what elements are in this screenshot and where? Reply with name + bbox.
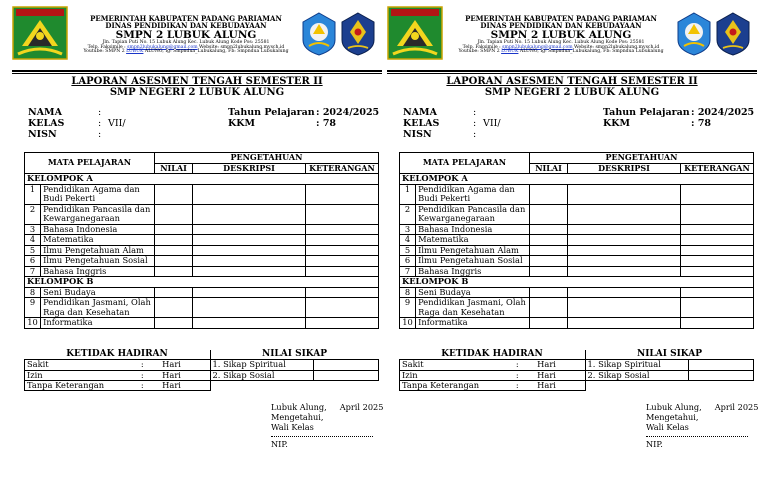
deskripsi-cell[interactable] — [193, 235, 306, 246]
subject-number: 4 — [400, 235, 416, 246]
subject-number: 5 — [400, 245, 416, 256]
subject-name: Ilmu Pengetahuan Alam — [416, 245, 530, 256]
keterangan-header: KETERANGAN — [305, 163, 378, 174]
report-title-line1: LAPORAN ASESMEN TENGAH SEMESTER II — [446, 76, 698, 87]
nama-label: NAMA — [403, 107, 437, 118]
subject-number: 9 — [400, 298, 416, 318]
attendance-label: Sakit — [25, 360, 125, 370]
tut-wuri-handayani-logo-icon — [301, 12, 337, 56]
report-title-line1: LAPORAN ASESMEN TENGAH SEMESTER II — [71, 76, 323, 87]
letterhead-department: DINAS PENDIDIKAN DAN KEBUDAYAAN — [480, 21, 642, 31]
subject-number: 9 — [25, 298, 41, 318]
signature-block — [271, 402, 383, 432]
pengetahuan-header: PENGETAHUAN — [154, 153, 378, 164]
attendance-row — [25, 370, 379, 380]
kkm-value: : 78 — [691, 118, 712, 129]
keterangan-cell[interactable] — [305, 224, 378, 235]
attendance-row — [25, 360, 379, 370]
nilai-cell[interactable] — [529, 204, 567, 224]
keterangan-cell[interactable] — [305, 245, 378, 256]
attendance-attitude-table — [399, 350, 754, 391]
attitude-value — [314, 370, 379, 380]
subject-name: Seni Budaya — [41, 287, 155, 298]
nilai-cell[interactable] — [154, 204, 192, 224]
subject-row — [400, 266, 754, 277]
kelas-label: KELAS — [403, 118, 440, 129]
keterangan-cell[interactable] — [680, 266, 753, 277]
keterangan-cell[interactable] — [680, 235, 753, 246]
subject-name: Bahasa Indonesia — [41, 224, 155, 235]
nilai-cell[interactable] — [154, 224, 192, 235]
keterangan-cell[interactable] — [305, 184, 378, 204]
deskripsi-cell[interactable] — [568, 224, 681, 235]
subject-row — [25, 256, 379, 267]
tahun-label: Tahun Pelajaran — [603, 107, 690, 118]
letterhead — [12, 0, 382, 72]
nilai-cell[interactable] — [154, 266, 192, 277]
letterhead-social: Youtube: SMPN 2 LUBUK ALUNG, Ig: Smpndua_Lubukalung, Fb: Smpndua Lubukalung — [458, 49, 664, 55]
group-b-row — [25, 277, 379, 288]
email-link[interactable]: smpn2lubukalung@gmail.com — [502, 44, 573, 50]
attitude-header: NILAI SIKAP — [585, 350, 753, 360]
report-title — [12, 77, 382, 98]
nilai-cell[interactable] — [529, 266, 567, 277]
subject-row — [400, 184, 754, 204]
subject-name: Ilmu Pengetahuan Alam — [41, 245, 155, 256]
letterhead-contact: Telp. Faksimile : smpn2lubukalung@gmail.com Website: smpn2lubukalung.mysch.id — [87, 44, 285, 50]
attitude-item: 1. Sikap Spiritual — [210, 360, 314, 370]
subject-name: Matematika — [416, 235, 530, 246]
keterangan-cell[interactable] — [680, 204, 753, 224]
keterangan-cell[interactable] — [680, 318, 753, 329]
keterangan-cell[interactable] — [305, 256, 378, 267]
attendance-label: Izin — [25, 370, 125, 380]
grades-header-row — [25, 153, 379, 164]
group-a-row-label: KELOMPOK A — [400, 174, 754, 185]
deskripsi-cell[interactable] — [193, 266, 306, 277]
keterangan-cell[interactable] — [305, 287, 378, 298]
subject-number: 4 — [25, 235, 41, 246]
subject-row — [25, 318, 379, 329]
subject-number: 10 — [25, 318, 41, 329]
group-b-row-label: KELOMPOK B — [25, 277, 379, 288]
attendance-colon: : — [499, 370, 535, 380]
subject-name: Seni Budaya — [416, 287, 530, 298]
deskripsi-header: DESKRIPSI — [568, 163, 681, 174]
signature-acknowledged: Mengetahui, — [646, 412, 699, 422]
kelas-value: VII/ — [483, 118, 501, 129]
deskripsi-cell[interactable] — [193, 204, 306, 224]
attendance-colon: : — [124, 360, 160, 370]
deskripsi-cell[interactable] — [568, 245, 681, 256]
signature-acknowledged: Mengetahui, — [271, 412, 324, 422]
subject-number: 7 — [25, 266, 41, 277]
kkm-label: KKM — [228, 118, 256, 129]
report-title-line2: SMP NEGERI 2 LUBUK ALUNG — [484, 86, 660, 98]
subject-number: 2 — [25, 204, 41, 224]
signature-role: Wali Kelas — [271, 422, 314, 432]
keterangan-cell[interactable] — [305, 204, 378, 224]
subject-row — [25, 184, 379, 204]
deskripsi-cell[interactable] — [193, 298, 306, 318]
subject-row — [400, 318, 754, 329]
letterhead-department: DINAS PENDIDIKAN DAN KEBUDAYAAN — [105, 21, 267, 31]
subject-name: Bahasa Inggris — [416, 266, 530, 277]
kelas-colon: : — [473, 118, 477, 129]
nilai-header: NILAI — [529, 163, 567, 174]
subject-row — [400, 224, 754, 235]
subject-row — [25, 287, 379, 298]
kkm-label: KKM — [603, 118, 631, 129]
tahun-label: Tahun Pelajaran — [228, 107, 315, 118]
subject-number: 3 — [25, 224, 41, 235]
subject-number: 7 — [400, 266, 416, 277]
letterhead-address: Jln. Tapian Puti No. 15 Lubuk Alung Kec. Lubuk Alung Kode Pos: 25581 — [102, 39, 270, 45]
deskripsi-cell[interactable] — [193, 318, 306, 329]
social-link[interactable]: LUBUK — [126, 49, 144, 55]
signature-block — [646, 402, 758, 432]
kelas-label: KELAS — [28, 118, 65, 129]
group-a-row — [400, 174, 754, 185]
subject-number: 5 — [25, 245, 41, 256]
nilai-cell[interactable] — [529, 287, 567, 298]
subject-number: 1 — [400, 184, 416, 204]
report-title-line2: SMP NEGERI 2 LUBUK ALUNG — [109, 86, 285, 98]
group-a-row — [25, 174, 379, 185]
nilai-header: NILAI — [154, 163, 192, 174]
tahun-value: : 2024/2025 — [316, 107, 380, 118]
deskripsi-cell[interactable] — [568, 266, 681, 277]
nilai-cell[interactable] — [529, 256, 567, 267]
nilai-cell[interactable] — [529, 298, 567, 318]
deskripsi-cell[interactable] — [193, 256, 306, 267]
nisn-colon: : — [98, 129, 102, 140]
keterangan-cell[interactable] — [680, 287, 753, 298]
letterhead-government: PEMERINTAH KABUPATEN PADANG PARIAMAN — [465, 14, 657, 23]
subject-row — [400, 298, 754, 318]
signature-date: Lubuk Alung, April 2025 — [646, 402, 759, 412]
subject-row — [25, 204, 379, 224]
subject-name: Ilmu Pengetahuan Sosial — [41, 256, 155, 267]
nilai-cell[interactable] — [529, 184, 567, 204]
kkm-value: : 78 — [316, 118, 337, 129]
nilai-cell[interactable] — [154, 256, 192, 267]
attendance-colon: : — [499, 380, 535, 390]
deskripsi-cell[interactable] — [568, 204, 681, 224]
subject-name: Matematika — [41, 235, 155, 246]
nilai-cell[interactable] — [154, 287, 192, 298]
attendance-colon: : — [124, 370, 160, 380]
mapel-header: MATA PELAJARAN — [25, 153, 155, 174]
keterangan-cell[interactable] — [680, 224, 753, 235]
nilai-cell[interactable] — [154, 298, 192, 318]
kelas-value: VII/ — [108, 118, 126, 129]
subject-name: Informatika — [416, 318, 530, 329]
student-identity — [12, 107, 382, 143]
nilai-cell[interactable] — [529, 245, 567, 256]
attendance-unit: Hari — [535, 380, 585, 390]
keterangan-cell[interactable] — [680, 184, 753, 204]
grades-header-row — [400, 153, 754, 164]
student-identity — [387, 107, 757, 143]
attendance-label: Izin — [400, 370, 500, 380]
grades-table — [24, 152, 379, 329]
subject-number: 10 — [400, 318, 416, 329]
nilai-cell[interactable] — [154, 184, 192, 204]
letterhead-contact: Telp. Faksimile : smpn2lubukalung@gmail.com Website: smpn2lubukalung.mysch.id — [462, 44, 660, 50]
letterhead-government: PEMERINTAH KABUPATEN PADANG PARIAMAN — [90, 14, 282, 23]
pengetahuan-header: PENGETAHUAN — [529, 153, 753, 164]
deskripsi-cell[interactable] — [193, 287, 306, 298]
email-link[interactable]: smpn2lubukalung@gmail.com — [127, 44, 198, 50]
letterhead — [387, 0, 757, 72]
deskripsi-cell[interactable] — [568, 256, 681, 267]
signature-nip: NIP. — [646, 436, 748, 449]
subject-number: 3 — [400, 224, 416, 235]
deskripsi-cell[interactable] — [568, 235, 681, 246]
letterhead-address: Jln. Tapian Puti No. 15 Lubuk Alung Kec. Lubuk Alung Kode Pos: 25581 — [477, 39, 645, 45]
attendance-row — [400, 380, 754, 390]
subject-row — [400, 245, 754, 256]
deskripsi-header: DESKRIPSI — [193, 163, 306, 174]
subject-number: 6 — [25, 256, 41, 267]
attitude-item: 2. Sikap Sosial — [585, 370, 689, 380]
signature-role: Wali Kelas — [646, 422, 689, 432]
subject-row — [400, 256, 754, 267]
subject-row — [400, 235, 754, 246]
letterhead-rule — [12, 70, 382, 74]
letterhead-social: Youtube: SMPN 2 LUBUK ALUNG, Ig: Smpndua_Lubukalung, Fb: Smpndua Lubukalung — [83, 49, 289, 55]
subject-row — [25, 266, 379, 277]
report-title — [387, 77, 757, 98]
attendance-row — [400, 370, 754, 380]
deskripsi-cell[interactable] — [568, 184, 681, 204]
attitude-value — [314, 360, 379, 370]
subject-number: 1 — [25, 184, 41, 204]
nisn-colon: : — [473, 129, 477, 140]
deskripsi-cell[interactable] — [193, 184, 306, 204]
subject-number: 6 — [400, 256, 416, 267]
report-sheet-right — [387, 0, 757, 501]
nama-label: NAMA — [28, 107, 62, 118]
deskripsi-cell[interactable] — [193, 224, 306, 235]
attendance-colon: : — [499, 360, 535, 370]
kelas-colon: : — [98, 118, 102, 129]
attendance-label: Tanpa Keterangan — [25, 380, 125, 390]
keterangan-cell[interactable] — [305, 298, 378, 318]
attendance-row — [400, 360, 754, 370]
subject-name: Pendidikan Agama dan Budi Pekerti — [41, 184, 155, 204]
school-emblem-icon — [340, 12, 376, 56]
subject-name: Bahasa Inggris — [41, 266, 155, 277]
nilai-cell[interactable] — [529, 224, 567, 235]
attendance-colon: : — [124, 380, 160, 390]
subject-name: Pendidikan Agama dan Budi Pekerti — [416, 184, 530, 204]
deskripsi-cell[interactable] — [568, 298, 681, 318]
subject-row — [25, 298, 379, 318]
attendance-unit: Hari — [160, 370, 210, 380]
attendance-header: KETIDAK HADIRAN — [25, 350, 211, 360]
subject-name: Informatika — [41, 318, 155, 329]
attitude-header: NILAI SIKAP — [210, 350, 378, 360]
padang-pariaman-logo-icon — [387, 6, 443, 60]
nilai-cell[interactable] — [529, 318, 567, 329]
subject-number: 8 — [400, 287, 416, 298]
deskripsi-cell[interactable] — [568, 318, 681, 329]
social-link[interactable]: LUBUK — [501, 49, 519, 55]
subject-number: 8 — [25, 287, 41, 298]
keterangan-cell[interactable] — [680, 298, 753, 318]
attitude-item: 1. Sikap Spiritual — [585, 360, 689, 370]
nisn-label: NISN — [403, 129, 432, 140]
deskripsi-cell[interactable] — [193, 245, 306, 256]
group-b-row — [400, 277, 754, 288]
attitude-value — [689, 360, 754, 370]
keterangan-cell[interactable] — [305, 318, 378, 329]
keterangan-header: KETERANGAN — [680, 163, 753, 174]
padang-pariaman-logo-icon — [12, 6, 68, 60]
letterhead-school: SMPN 2 LUBUK ALUNG — [115, 28, 257, 41]
nilai-cell[interactable] — [154, 245, 192, 256]
tahun-value: : 2024/2025 — [691, 107, 755, 118]
nilai-cell[interactable] — [154, 235, 192, 246]
attendance-header: KETIDAK HADIRAN — [400, 350, 586, 360]
subject-name: Bahasa Indonesia — [416, 224, 530, 235]
subject-row — [25, 235, 379, 246]
deskripsi-cell[interactable] — [568, 287, 681, 298]
subject-name: Pendidikan Pancasila dan Kewarganegaraan — [41, 204, 155, 224]
group-a-row-label: KELOMPOK A — [25, 174, 379, 185]
subject-row — [25, 224, 379, 235]
attendance-attitude-table — [24, 350, 379, 391]
attendance-row — [25, 380, 379, 390]
subject-name: Ilmu Pengetahuan Sosial — [416, 256, 530, 267]
subject-name: Pendidikan Jasmani, Olah Raga dan Kesehatan — [41, 298, 155, 318]
nama-colon: : — [473, 107, 477, 118]
attendance-unit: Hari — [535, 370, 585, 380]
attendance-label: Tanpa Keterangan — [400, 380, 500, 390]
subject-name: Pendidikan Pancasila dan Kewarganegaraan — [416, 204, 530, 224]
grades-table — [399, 152, 754, 329]
attendance-label: Sakit — [400, 360, 500, 370]
attitude-item: 2. Sikap Sosial — [210, 370, 314, 380]
signature-date: Lubuk Alung, April 2025 — [271, 402, 384, 412]
report-sheet-left — [12, 0, 382, 501]
tut-wuri-handayani-logo-icon — [676, 12, 712, 56]
subject-name: Pendidikan Jasmani, Olah Raga dan Kesehatan — [416, 298, 530, 318]
subject-row — [25, 245, 379, 256]
nisn-label: NISN — [28, 129, 57, 140]
subject-row — [400, 204, 754, 224]
keterangan-cell[interactable] — [680, 256, 753, 267]
keterangan-cell[interactable] — [305, 235, 378, 246]
keterangan-cell[interactable] — [680, 245, 753, 256]
subject-row — [400, 287, 754, 298]
attendance-unit: Hari — [535, 360, 585, 370]
attendance-unit: Hari — [160, 360, 210, 370]
nilai-cell[interactable] — [154, 318, 192, 329]
school-emblem-icon — [715, 12, 751, 56]
subject-number: 2 — [400, 204, 416, 224]
signature-nip: NIP. — [271, 436, 373, 449]
attendance-unit: Hari — [160, 380, 210, 390]
mapel-header: MATA PELAJARAN — [400, 153, 530, 174]
keterangan-cell[interactable] — [305, 266, 378, 277]
group-b-row-label: KELOMPOK B — [400, 277, 754, 288]
letterhead-rule — [387, 70, 757, 74]
nama-colon: : — [98, 107, 102, 118]
letterhead-school: SMPN 2 LUBUK ALUNG — [490, 28, 632, 41]
nilai-cell[interactable] — [529, 235, 567, 246]
attitude-value — [689, 370, 754, 380]
